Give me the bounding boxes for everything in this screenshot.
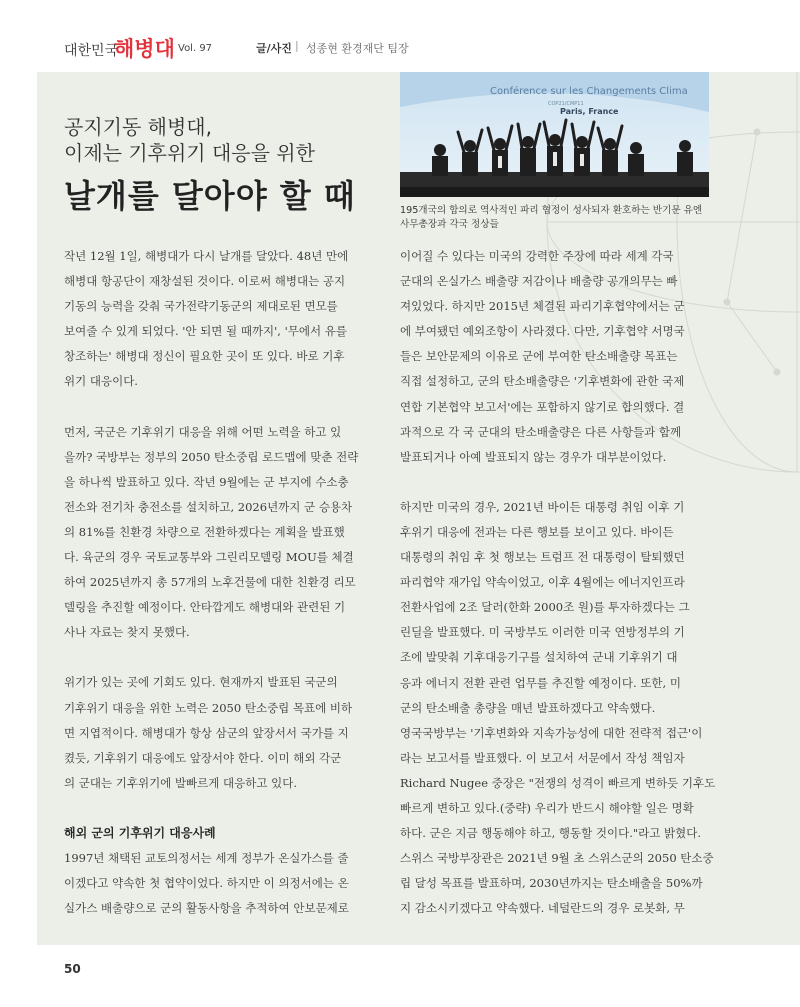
paragraph bbox=[64, 846, 384, 921]
text-line: 하다. 군은 지금 행동해야 하고, 행동할 것이다."라고 밝혔다. bbox=[400, 826, 702, 841]
text-line: 지 감소시키겠다고 약속했다. 네덜란드의 경우 로봇화, 무 bbox=[400, 901, 685, 916]
text-line: 이겠다고 약속한 첫 협약이었다. 하지만 이 의정서에는 온 bbox=[64, 876, 349, 891]
header-separator: | bbox=[295, 39, 299, 52]
title-line-1: 공지기동 해병대, bbox=[64, 115, 212, 139]
photo-banner-text: Conférence sur les Changements Clima bbox=[490, 86, 688, 97]
paragraph-gap bbox=[64, 395, 384, 420]
paragraph bbox=[64, 244, 384, 395]
text-line: 후위기 대응에 전과는 다른 행보를 보이고 있다. 바이든 bbox=[400, 524, 674, 539]
text-line: 의 군대는 기후위기에 발빠르게 대응하고 있다. bbox=[64, 775, 298, 790]
text-line: 보여줄 수 있게 되었다. '안 되면 될 때까지', '무에서 유를 bbox=[64, 324, 347, 339]
text-line: 발표되거나 아예 발표되지 않는 경우가 대부분이었다. bbox=[400, 449, 667, 464]
text-line: 과적으로 각 국 군대의 탄소배출량은 다른 사항들과 함께 bbox=[400, 424, 682, 439]
text-line: 작년 12월 1일, 해병대가 다시 날개를 달았다. 48년 만에 bbox=[64, 249, 349, 263]
header-credit-name: 성종현 환경재단 팀장 bbox=[306, 42, 409, 55]
text-line: 응과 에너지 전환 관련 업무를 추진할 예정이다. 또한, 미 bbox=[400, 675, 681, 690]
text-line: 창조하는' 해병대 정신이 필요한 곳이 또 있다. 바로 기후 bbox=[64, 349, 345, 364]
summit-photo bbox=[400, 72, 709, 197]
page-number: 50 bbox=[64, 962, 81, 976]
left-column bbox=[64, 244, 384, 921]
text-line: 영국국방부는 '기후변화와 지속가능성에 대한 전략적 접근'이 bbox=[400, 725, 703, 740]
text-line: 기후위기 대응을 위한 노력은 2050 탄소중립 목표에 비하 bbox=[64, 700, 353, 715]
title-line-2: 이제는 기후위기 대응을 위한 bbox=[64, 141, 315, 165]
text-line: 을 하나씩 발표하고 있다. 작년 9월에는 군 부지에 수소충 bbox=[64, 474, 349, 489]
text-line: 위기가 있는 곳에 기회도 있다. 현재까지 발표된 국군의 bbox=[64, 675, 338, 690]
text-line: 린딜을 발표했다. 미 국방부도 이러한 미국 연방정부의 기 bbox=[400, 625, 685, 640]
paragraph-gap bbox=[64, 796, 384, 821]
page-header bbox=[0, 0, 800, 72]
paragraph bbox=[64, 420, 384, 646]
text-line: 립 달성 목표를 발표하며, 2030년까지는 탄소배출을 50%까 bbox=[400, 876, 703, 891]
right-column bbox=[400, 244, 720, 921]
text-line: 대통령의 취임 후 첫 행보는 트럼프 전 대통령이 탈퇴했던 bbox=[400, 550, 685, 565]
text-line: 파리협약 재가입 약속이었고, 이후 4월에는 에너지인프라 bbox=[400, 575, 685, 590]
paragraph-gap bbox=[400, 470, 720, 495]
header-country: 대한민국 bbox=[64, 43, 119, 59]
text-line: 1997년 채택된 교토의정서는 세계 정부가 온실가스를 줄 bbox=[64, 850, 349, 865]
photo-location-text: Paris, France bbox=[560, 107, 619, 116]
text-line: 전소와 전기차 충전소를 설치하고, 2026년까지 군 승용차 bbox=[64, 499, 353, 514]
text-line: 면 지엽적이다. 해병대가 항상 삼군의 앞장서서 국가를 지 bbox=[64, 725, 349, 740]
text-line: 조에 발맞춰 기후대응기구를 설치하여 군내 기후위기 대 bbox=[400, 650, 678, 665]
text-line: 빠르게 변하고 있다.(중략) 우리가 반드시 해야할 일은 명확 bbox=[400, 800, 694, 815]
text-line: 에 부여됐던 예외조항이 사라졌다. 다만, 기후협약 서명국 bbox=[400, 324, 685, 339]
paragraph bbox=[64, 670, 384, 795]
text-line: 전환사업에 2조 달러(한화 2000조 원)를 투자하겠다는 그 bbox=[400, 600, 690, 615]
text-line: 하지만 미국의 경우, 2021년 바이든 대통령 취임 이후 기 bbox=[400, 499, 685, 514]
text-line: 라는 보고서를 발표했다. 이 보고서 서문에서 작성 책임자 bbox=[400, 750, 685, 765]
text-line: 져있었다. 하지만 2015년 체결된 파리기후협약에서는 군 bbox=[400, 299, 685, 314]
photo-banner-sub: COP21/CMP11 bbox=[548, 101, 584, 107]
text-line: 기동의 능력을 갖춰 국가전략기동군의 제대로된 면모를 bbox=[64, 299, 338, 314]
text-line: 이어질 수 있다는 미국의 강력한 주장에 따라 세계 각국 bbox=[400, 249, 674, 263]
text-line: 먼저, 국군은 기후위기 대응을 위해 어떤 노력을 하고 있 bbox=[64, 424, 342, 439]
text-line: 켰듯, 기후위기 대응에도 앞장서야 한다. 이미 해외 각군 bbox=[64, 750, 342, 765]
text-line: 직접 설정하고, 군의 탄소배출량은 '기후변화에 관한 국제 bbox=[400, 374, 685, 389]
paragraph bbox=[400, 495, 720, 922]
header-credit-label: 글/사진 bbox=[256, 42, 292, 55]
text-line: 들은 보안문제의 이유로 군에 부여한 탄소배출량 목표는 bbox=[400, 349, 678, 364]
text-line: 군의 탄소배출 총량을 매년 발표하겠다고 약속했다. bbox=[400, 700, 656, 715]
text-line: 하여 2025년까지 총 57개의 노후건물에 대한 친환경 리모 bbox=[64, 575, 356, 590]
text-line: 해병대 항공단이 재창설된 것이다. 이로써 해병대는 공지 bbox=[64, 274, 346, 289]
text-line: Richard Nugee 중장은 "전쟁의 성격이 빠르게 변하듯 기후도 bbox=[400, 775, 716, 790]
section-subheading: 해외 군의 기후위기 대응사례 bbox=[64, 825, 216, 840]
photo-image-icon bbox=[400, 72, 709, 197]
text-line: 군대의 온실가스 배출량 저감이나 배출량 공개의무는 빠 bbox=[400, 274, 678, 289]
paragraph bbox=[400, 244, 720, 470]
title-headline: 날개를 달아야 할 때 bbox=[64, 177, 356, 215]
text-line: 을까? 국방부는 정부의 2050 탄소중립 로드맵에 맞춘 전략 bbox=[64, 449, 359, 464]
caption-line: 사무총장과 각국 정상들 bbox=[400, 219, 499, 230]
header-brand: 해병대 bbox=[114, 37, 175, 61]
text-line: 다. 육군의 경우 국토교통부와 그린리모델링 MOU를 체결 bbox=[64, 550, 354, 565]
caption-line: 195개국의 합의로 역사적인 파리 협정이 성사되자 환호하는 반기문 유엔 bbox=[400, 205, 703, 216]
text-line: 스위스 국방부장관은 2021년 9월 초 스위스군의 2050 탄소중 bbox=[400, 851, 714, 866]
text-line: 실가스 배출량으로 군의 활동사항을 추적하여 안보문제로 bbox=[64, 901, 349, 916]
text-line: 위기 대응이다. bbox=[64, 374, 138, 389]
text-line: 의 81%를 친환경 차량으로 전환하겠다는 계획을 발표했 bbox=[64, 524, 345, 539]
text-line: 연합 기본협약 보고서'에는 포함하지 않기로 합의했다. 결 bbox=[400, 399, 685, 414]
text-line: 사나 자료는 찾지 못했다. bbox=[64, 625, 190, 640]
paragraph-gap bbox=[64, 645, 384, 670]
text-line: 델링을 추진할 예정이다. 안타깝게도 해병대와 관련된 기 bbox=[64, 600, 346, 615]
header-volume: Vol. 97 bbox=[178, 43, 213, 54]
photo-caption bbox=[400, 204, 715, 232]
